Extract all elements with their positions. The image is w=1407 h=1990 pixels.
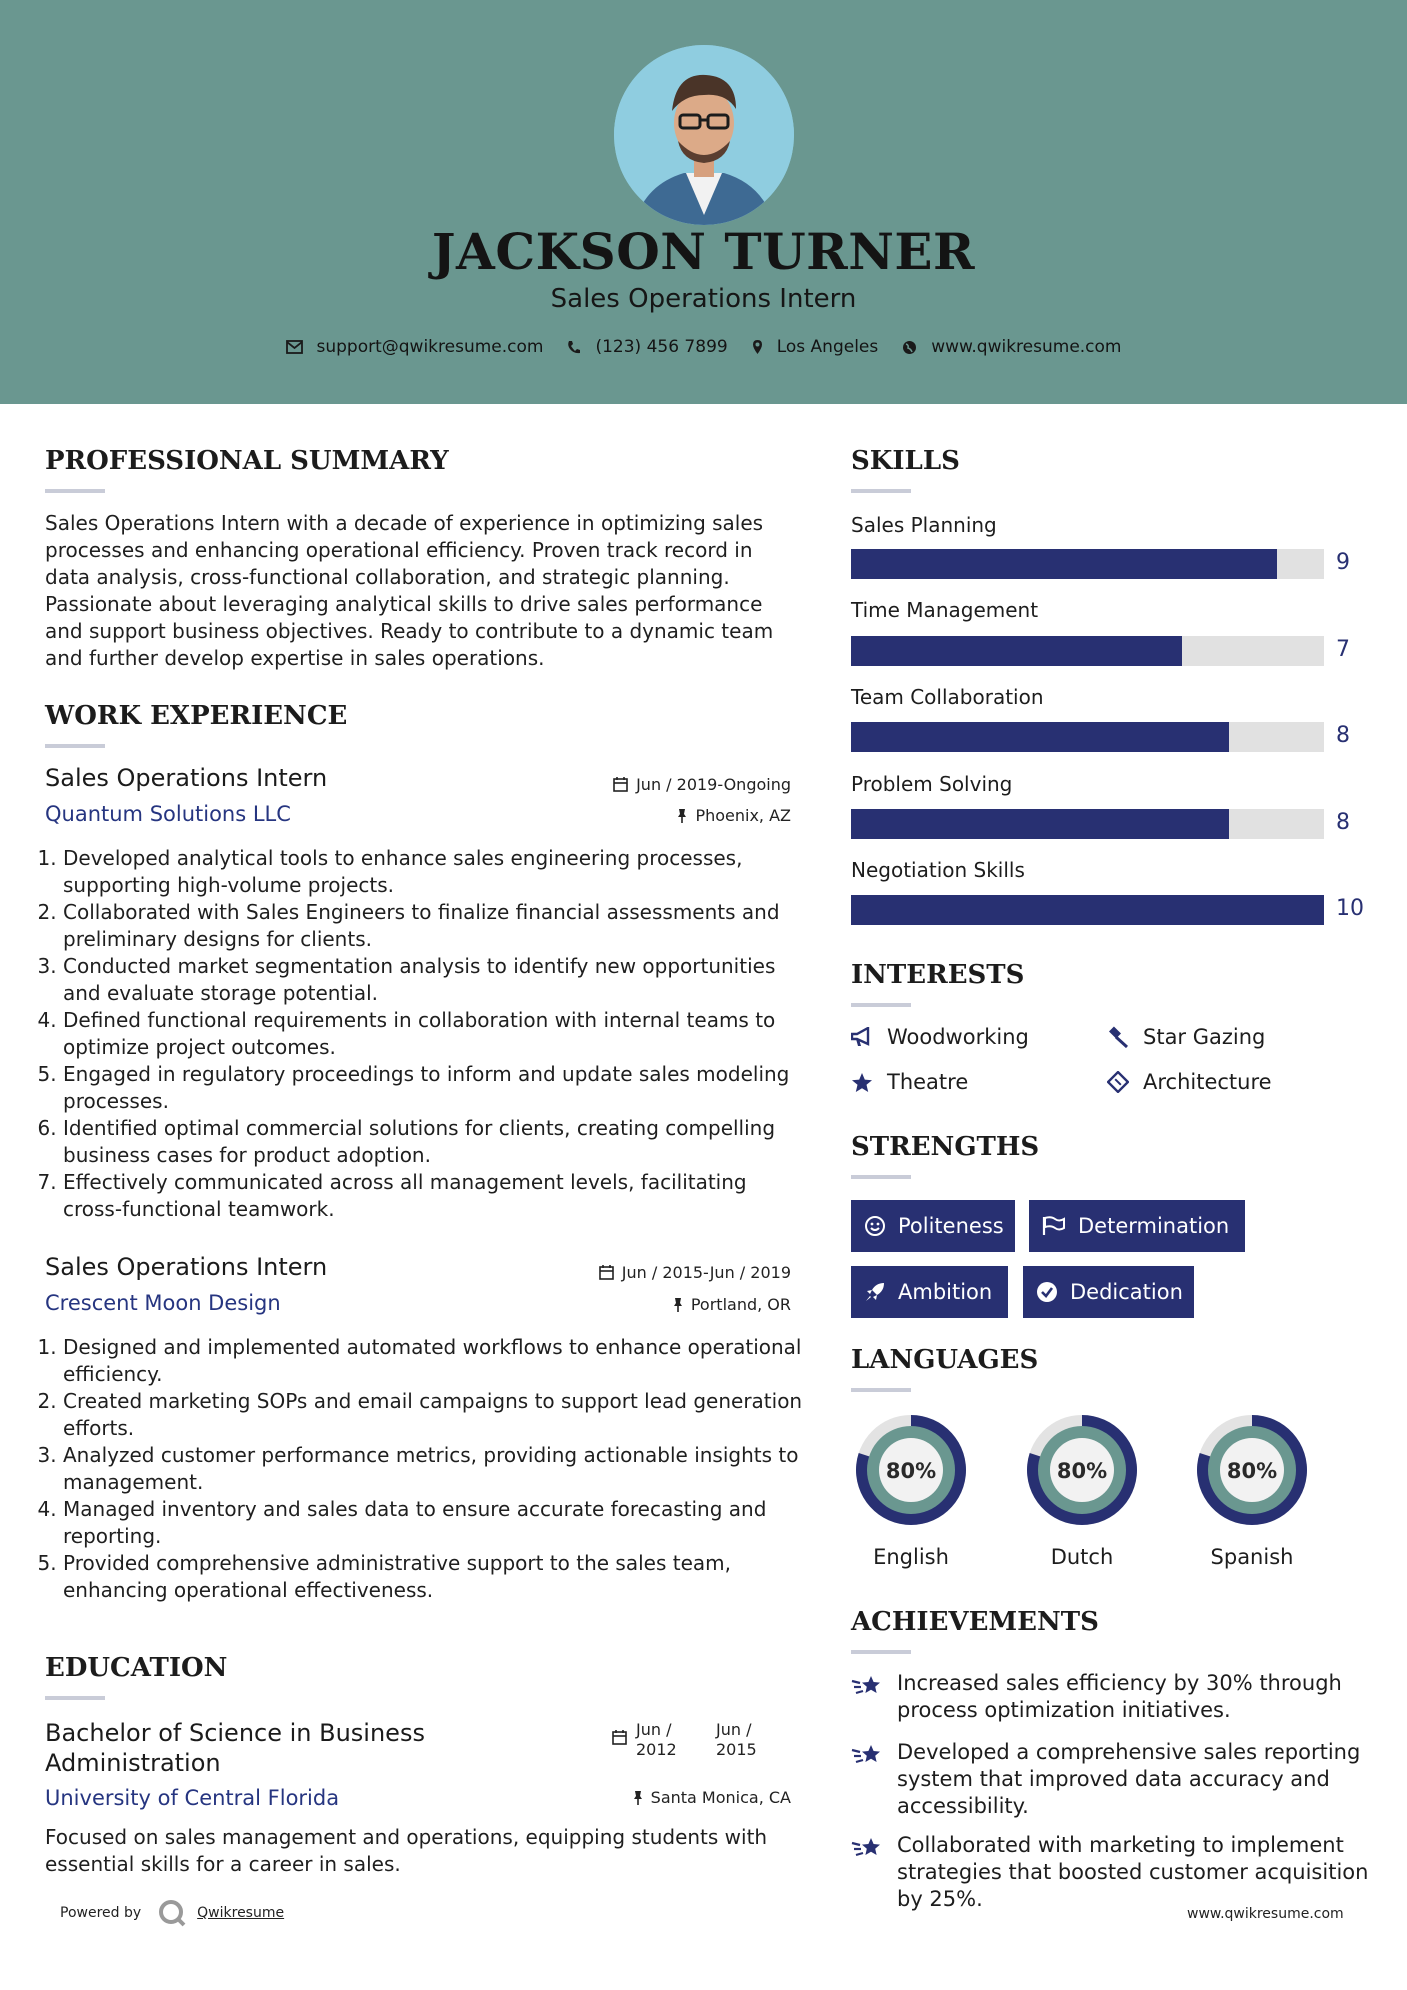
duty-item: 1. Designed and implemented automated workflows to enhance operational efficiency. bbox=[63, 1334, 803, 1388]
globe-icon bbox=[902, 340, 917, 355]
resume-header bbox=[0, 0, 1407, 404]
skills-heading-rule bbox=[851, 489, 911, 493]
skill-bar-track bbox=[851, 895, 1324, 925]
job-date bbox=[613, 775, 791, 794]
map-pin-icon bbox=[752, 339, 763, 355]
experience-heading-rule bbox=[45, 744, 105, 748]
contact-bar bbox=[0, 337, 1407, 357]
language-percent: 80% bbox=[1226, 1459, 1278, 1483]
achievements-heading-rule bbox=[851, 1650, 911, 1654]
powered-by-text: Powered by bbox=[60, 1905, 142, 1921]
skill-level: 9 bbox=[1336, 550, 1350, 575]
skill-bar-fill bbox=[851, 895, 1324, 925]
duty-item: 3. Analyzed customer performance metrics, providing actionable insights to management. bbox=[63, 1442, 803, 1496]
achievement-text: Collaborated with marketing to implement strategies that boosted customer acquisition by 25%. bbox=[897, 1833, 1369, 1911]
interests-heading-rule bbox=[851, 1003, 911, 1007]
skill-bar-track bbox=[851, 722, 1324, 752]
skill-bar-track bbox=[851, 549, 1324, 579]
person-portrait-icon bbox=[614, 45, 794, 225]
interest-label: Star Gazing bbox=[1143, 1025, 1266, 1049]
job-title: Sales Operations Intern bbox=[45, 764, 328, 792]
skill-bar-fill bbox=[851, 722, 1229, 752]
duty-item: 4. Managed inventory and sales data to ensure accurate forecasting and reporting. bbox=[63, 1496, 803, 1550]
skill-label: Team Collaboration bbox=[851, 685, 1044, 709]
interest-item bbox=[1107, 1025, 1265, 1049]
phone-text: (123) 456 7899 bbox=[595, 337, 728, 357]
job-location bbox=[677, 806, 791, 825]
duty-item: 5. Provided comprehensive administrative support to the sales team, enhancing operational effectiveness. bbox=[63, 1550, 803, 1604]
qwikresume-logo-icon bbox=[157, 1898, 187, 1928]
language-percent: 80% bbox=[1056, 1459, 1108, 1483]
language-percent: 80% bbox=[885, 1459, 937, 1483]
interest-item bbox=[851, 1070, 968, 1094]
skill-bar-track bbox=[851, 809, 1324, 839]
interests-heading: INTERESTS bbox=[851, 960, 1025, 990]
duty-item: 5. Engaged in regulatory proceedings to inform and update sales modeling processes. bbox=[63, 1061, 803, 1115]
strength-label: Determination bbox=[1078, 1214, 1230, 1238]
education-location bbox=[633, 1788, 791, 1807]
education-end-date: Jun / 2015 bbox=[716, 1720, 757, 1759]
phone-icon bbox=[567, 340, 581, 355]
experience-heading: WORK EXPERIENCE bbox=[45, 701, 348, 731]
strength-chip bbox=[851, 1200, 1015, 1252]
strengths-heading: STRENGTHS bbox=[851, 1132, 1040, 1162]
job-location bbox=[673, 1295, 791, 1314]
job-date-text: Jun / 2019-Ongoing bbox=[636, 775, 791, 794]
languages-heading: LANGUAGES bbox=[851, 1345, 1039, 1375]
summary-heading-rule bbox=[45, 489, 105, 493]
contact-website[interactable] bbox=[902, 337, 1121, 357]
language-name: Spanish bbox=[1210, 1545, 1294, 1569]
achievement-item bbox=[851, 1739, 1371, 1820]
skill-bar-fill bbox=[851, 809, 1229, 839]
smile-icon bbox=[864, 1215, 886, 1237]
job-location-text: Portland, OR bbox=[690, 1295, 791, 1314]
job-location-text: Phoenix, AZ bbox=[695, 806, 791, 825]
skill-label: Problem Solving bbox=[851, 772, 1013, 796]
skill-level: 7 bbox=[1336, 637, 1350, 662]
duty-item: 7. Effectively communicated across all management levels, facilitating cross-functional teamwork. bbox=[63, 1169, 803, 1223]
strength-chip bbox=[851, 1266, 1008, 1318]
interest-item bbox=[1107, 1070, 1272, 1094]
candidate-name: JACKSON TURNER bbox=[431, 222, 976, 281]
interest-label: Architecture bbox=[1143, 1070, 1272, 1094]
shooting-star-icon bbox=[851, 1741, 885, 1769]
job-company: Crescent Moon Design bbox=[45, 1291, 281, 1315]
shooting-star-icon bbox=[851, 1672, 885, 1700]
job-company: Quantum Solutions LLC bbox=[45, 802, 291, 826]
footer-url[interactable]: www.qwikresume.com bbox=[1187, 1906, 1344, 1922]
education-heading: EDUCATION bbox=[45, 1653, 228, 1683]
skill-level: 8 bbox=[1336, 810, 1350, 835]
summary-text: Sales Operations Intern with a decade of experience in optimizing sales processes and enhancing operational efficiency. Proven track record in data analysis, cross-functional collaboration, and strategic planning. Passionate about leveraging analytical skills to drive sales performance and support business objectives. Ready to contribute to a dynamic team and further develop expertise in sales operations. bbox=[45, 511, 774, 670]
language-gauge bbox=[1190, 1408, 1314, 1532]
pushpin-icon bbox=[673, 1297, 683, 1312]
school-name: University of Central Florida bbox=[45, 1786, 340, 1810]
achievement-item bbox=[851, 1670, 1371, 1724]
duty-item: 2. Created marketing SOPs and email campaigns to support lead generation efforts. bbox=[63, 1388, 803, 1442]
skill-bar-track bbox=[851, 636, 1324, 666]
interest-label: Theatre bbox=[887, 1070, 969, 1094]
calendar-icon bbox=[599, 1265, 614, 1280]
language-gauge bbox=[849, 1408, 973, 1532]
megaphone-icon bbox=[851, 1027, 873, 1047]
achievements-heading: ACHIEVEMENTS bbox=[851, 1607, 1099, 1637]
qwikresume-link[interactable]: Qwikresume bbox=[197, 1905, 285, 1921]
contact-location bbox=[752, 337, 879, 357]
duty-item: 6. Identified optimal commercial solutions for clients, creating compelling business cases for product adoption. bbox=[63, 1115, 803, 1169]
achievement-text: Developed a comprehensive sales reporting system that improved data accuracy and accessibility. bbox=[897, 1740, 1361, 1818]
duty-item: 2. Collaborated with Sales Engineers to finalize financial assessments and preliminary designs for clients. bbox=[63, 899, 803, 953]
job-title: Sales Operations Intern bbox=[45, 1253, 328, 1281]
powered-by bbox=[60, 1898, 284, 1928]
star-icon bbox=[851, 1072, 873, 1093]
strength-label: Politeness bbox=[898, 1214, 1004, 1238]
skills-heading: SKILLS bbox=[851, 446, 960, 476]
language-name: Dutch bbox=[1050, 1545, 1114, 1569]
language-gauge bbox=[1020, 1408, 1144, 1532]
profile-photo bbox=[614, 45, 794, 225]
flag-icon bbox=[1042, 1216, 1066, 1236]
envelope-icon bbox=[286, 340, 303, 354]
skill-bar-fill bbox=[851, 549, 1277, 579]
education-heading-rule bbox=[45, 1696, 105, 1700]
job-duties-list bbox=[45, 1334, 803, 1604]
shooting-star-icon bbox=[851, 1834, 885, 1862]
rocket-icon bbox=[864, 1281, 886, 1303]
achievement-text: Increased sales efficiency by 30% through process optimization initiatives. bbox=[897, 1671, 1342, 1722]
job-date bbox=[599, 1263, 791, 1282]
pushpin-icon bbox=[633, 1790, 643, 1805]
duty-item: 4. Defined functional requirements in collaboration with internal teams to optimize project outcomes. bbox=[63, 1007, 803, 1061]
strengths-heading-rule bbox=[851, 1175, 911, 1179]
skill-level: 10 bbox=[1336, 896, 1364, 921]
strength-chip bbox=[1029, 1200, 1245, 1252]
pushpin-icon bbox=[677, 808, 687, 823]
strength-label: Dedication bbox=[1070, 1280, 1183, 1304]
candidate-role: Sales Operations Intern bbox=[550, 284, 857, 314]
email-text: support@qwikresume.com bbox=[316, 337, 544, 357]
interest-label: Woodworking bbox=[887, 1025, 1029, 1049]
duty-item: 3. Conducted market segmentation analysis to identify new opportunities and evaluate storage potential. bbox=[63, 953, 803, 1007]
check-circle-icon bbox=[1036, 1281, 1058, 1303]
summary-heading: PROFESSIONAL SUMMARY bbox=[45, 446, 449, 476]
duty-item: 1. Developed analytical tools to enhance sales engineering processes, supporting high-volume projects. bbox=[63, 845, 803, 899]
contact-phone[interactable] bbox=[567, 337, 727, 357]
achievement-item bbox=[851, 1832, 1371, 1913]
language-name: English bbox=[873, 1545, 949, 1569]
calendar-icon bbox=[612, 1730, 627, 1745]
strength-chip bbox=[1023, 1266, 1194, 1318]
education-location-text: Santa Monica, CA bbox=[650, 1788, 791, 1807]
skill-label: Negotiation Skills bbox=[851, 858, 1025, 882]
website-text: www.qwikresume.com bbox=[931, 337, 1122, 357]
calendar-icon bbox=[613, 777, 628, 792]
location-text: Los Angeles bbox=[776, 337, 879, 357]
gavel-icon bbox=[1107, 1026, 1129, 1048]
job-duties-list bbox=[45, 845, 803, 1223]
skill-bar-fill bbox=[851, 636, 1182, 666]
education-description: Focused on sales management and operations, equipping students with essential skills for a career in sales. bbox=[45, 1825, 768, 1876]
skill-label: Time Management bbox=[851, 598, 1039, 622]
languages-heading-rule bbox=[851, 1388, 911, 1392]
skill-level: 8 bbox=[1336, 723, 1350, 748]
strength-label: Ambition bbox=[898, 1280, 993, 1304]
degree-title: Bachelor of Science in Business Administration bbox=[45, 1719, 425, 1777]
skill-label: Sales Planning bbox=[851, 513, 997, 537]
job-date-text: Jun / 2015-Jun / 2019 bbox=[621, 1263, 791, 1282]
contact-email[interactable] bbox=[286, 337, 544, 357]
ticket-icon bbox=[1107, 1071, 1129, 1093]
interest-item bbox=[851, 1025, 1029, 1049]
education-start-date: Jun / 2012 bbox=[636, 1720, 677, 1759]
